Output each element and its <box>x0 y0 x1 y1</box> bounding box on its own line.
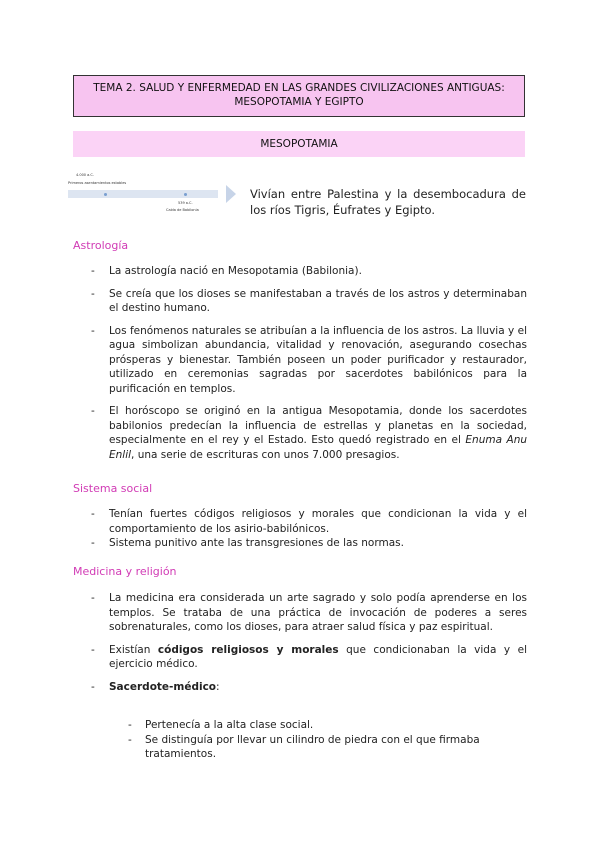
astrologia-list <box>91 264 527 462</box>
timeline-label-end-date: 539 a.C. <box>178 201 193 205</box>
heading-sistema-social: Sistema social <box>73 482 153 495</box>
list-item <box>91 680 527 695</box>
sacerdote-medico-sublist <box>128 718 527 762</box>
list-item: - Pertenecía a la alta clase social. <box>128 718 527 733</box>
medicina-list <box>91 591 527 694</box>
bold-text: Sacerdote-médico <box>109 680 217 693</box>
intro-paragraph: Vivían entre Palestina y la desembocadura de los ríos Tigris, Éufrates y Egipto. <box>250 187 526 217</box>
list-item: - La medicina era considerada un arte sagrado y solo podía aprenderse en los templos. Se trataba de una práctica de invocación de poderes a seres sobrenaturales, como los dioses, para atraer salud física y paz espiritual. <box>91 591 527 635</box>
heading-astrologia: Astrología <box>73 239 129 252</box>
section-title <box>73 131 525 157</box>
list-item: - La astrología nació en Mesopotamia (Babilonia). <box>91 264 527 279</box>
timeline-label-end-event: Caída de Babilonia <box>166 208 199 212</box>
timeline-marker-end <box>184 193 187 196</box>
timeline-graphic <box>66 170 226 218</box>
arrow-right-icon <box>226 185 236 203</box>
list-item-text: Existían <box>109 643 158 656</box>
list-item: - Se distinguía por llevar un cilindro de piedra con el que firmaba tratamientos. <box>128 733 527 762</box>
document-title-text: TEMA 2. SALUD Y ENFERMEDAD EN LAS GRANDES CIVILIZACIONES ANTIGUAS: MESOPOTAMIA Y EGIPTO <box>93 82 505 108</box>
list-item <box>91 404 527 462</box>
sistema-social-list <box>91 507 527 551</box>
list-item: - Se creía que los dioses se manifestaban a través de los astros y determinaban el destino humano. <box>91 287 527 316</box>
timeline-bar <box>68 190 218 198</box>
heading-medicina-religion: Medicina y religión <box>73 565 177 578</box>
list-item: - Sistema punitivo ante las transgresiones de las normas. <box>91 536 527 551</box>
timeline-label-start-event: Primeros asentamientos estables <box>68 181 127 185</box>
list-item-text: , una serie de escrituras con unos 7.000 presagios. <box>131 448 400 461</box>
list-item <box>91 643 527 672</box>
enuma-anu-enlil-title: Enuma Anu Enlil <box>109 434 528 461</box>
section-title-text: MESOPOTAMIA <box>260 138 338 150</box>
list-item: - Los fenómenos naturales se atribuían a la influencia de los astros. La lluvia y el agua simbolizan abundancia, vitalidad y renovación, asegurando cosechas prósperas y bienestar. También poseen un poder purificador y restaurador, utilizado en ceremonias sagradas por sacerdotes babilónicos para la purificación en templos. <box>91 324 527 397</box>
timeline-label-start-date: 4.000 a.C. <box>76 173 94 177</box>
document-title <box>73 75 525 117</box>
list-item: - Tenían fuertes códigos religiosos y morales que condicionan la vida y el comportamiento de los asirio-babilónicos. <box>91 507 527 536</box>
bold-text: códigos religiosos y morales <box>157 643 339 656</box>
timeline-marker-start <box>104 193 107 196</box>
list-item-text: : <box>216 680 220 693</box>
list-item-text: El horóscopo se originó en la antigua Mesopotamia, donde los sacerdotes babilonios predecían la influencia de estrellas y planetas en la sociedad, especialmente en el rey y el Estado. Esto quedó registrado en el <box>109 405 527 446</box>
list-item-text: que condicionaban la vida y el ejercicio médico. <box>109 643 527 670</box>
